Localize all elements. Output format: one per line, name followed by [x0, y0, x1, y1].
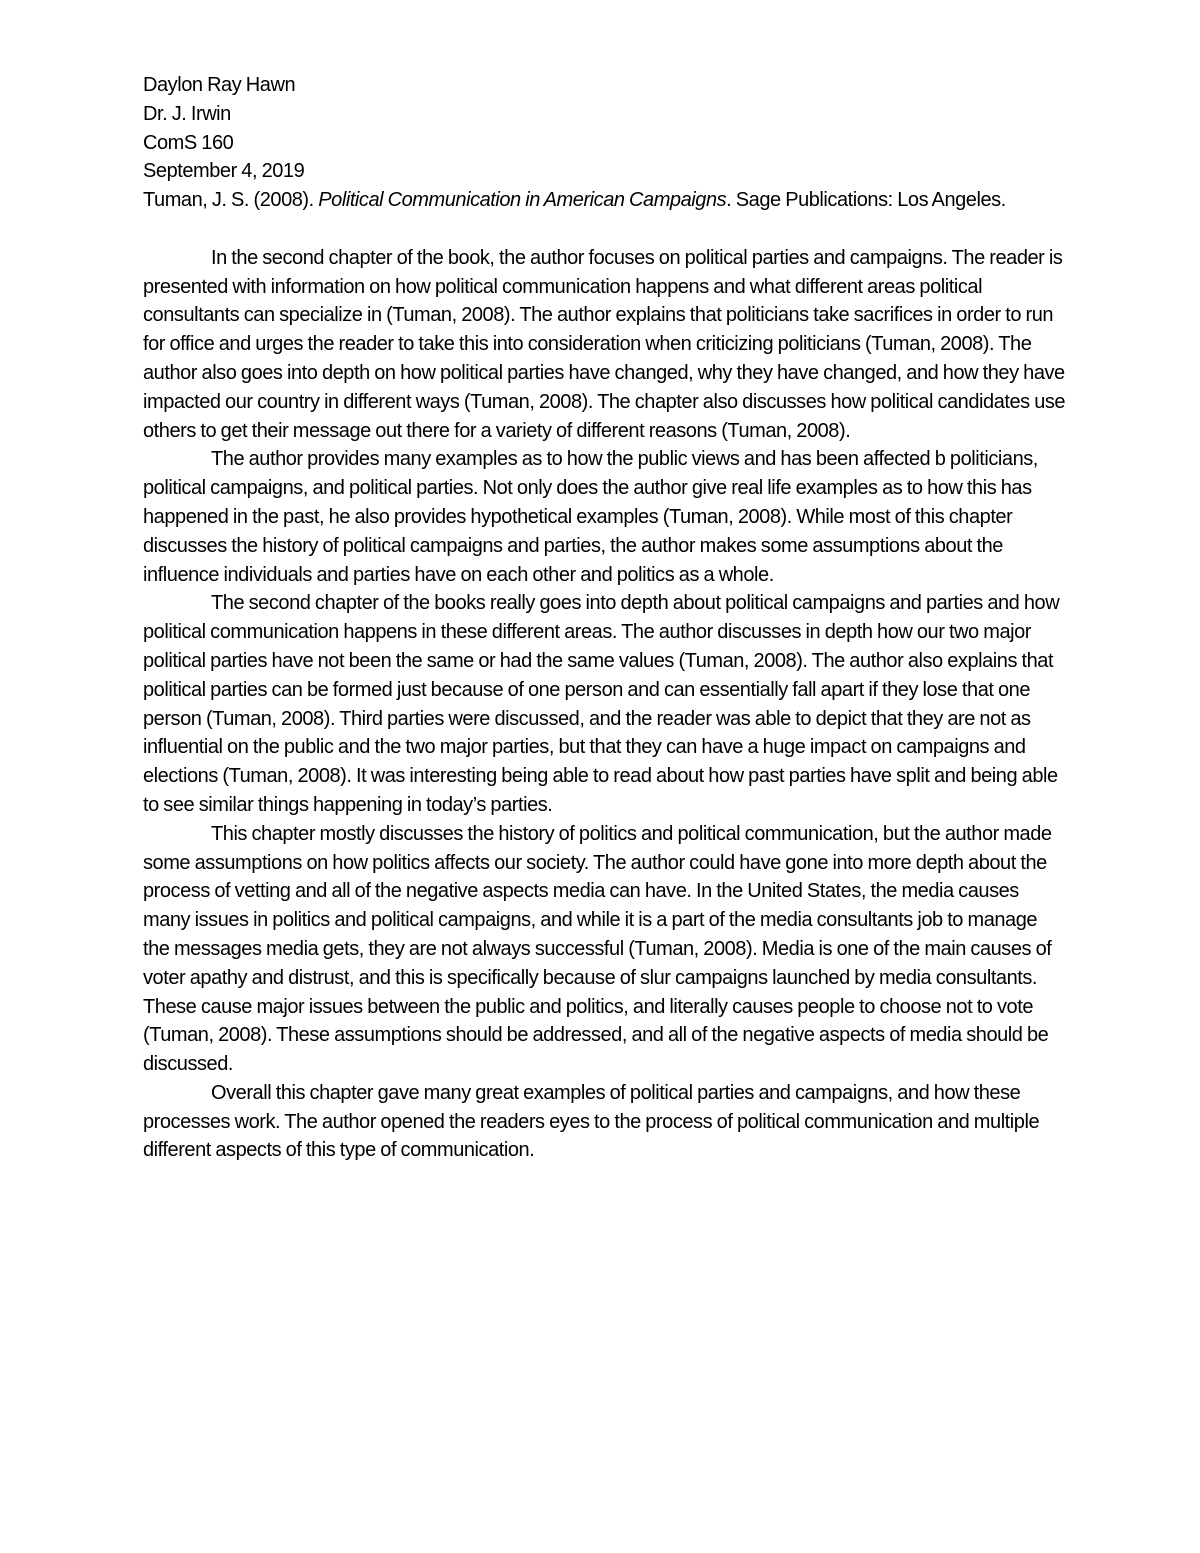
paragraph-2: The author provides many examples as to how the public views and has been affected b politicians, political campaigns, and political parties. Not only does the author give real life examples as to how this has happened in the past, he also provides hypothetical examples (Tuman, 2008). While most of this chapter discusses the history of political campaigns and parties, the author makes some assumptions about the influence individuals and parties have on each other and politics as a whole. [143, 448, 1038, 586]
paragraph-5: Overall this chapter gave many great examples of political parties and campaigns, and how these processes work. The author opened the readers eyes to the process of political communication and multiple different aspects of this type of communication. [143, 1081, 1040, 1162]
document-date: September 4, 2019 [143, 160, 305, 183]
author-name: Daylon Ray Hawn [143, 74, 296, 96]
blank-line [143, 215, 1068, 244]
citation-title: Political Communication in American Campaigns [318, 189, 727, 212]
paragraph-3: The second chapter of the books really goes into depth about political campaigns and parties and how political communication happens in these different areas. The author discusses in depth how our two major political parties have not been the same or had the same values (Tuman, 2008). The author also explains that political parties can be formed just because of one person and can essentially fall apart if they lose that one person (Tuman, 2008). Third parties were discussed, and the reader was able to depict that they are not as influential on the public and the two major parties, but that they can have a huge impact on campaigns and elections (Tuman, 2008). It was interesting being able to read about how past parties have split and being able to see similar things happening in today’s parties. [143, 592, 1060, 816]
instructor-name: Dr. J. Irwin [143, 102, 231, 125]
paragraph-1: In the second chapter of the book, the author focuses on political parties and campaigns. The reader is presented with information on how political communication happens and what different areas political consultants can specialize in (Tuman, 2008). The author explains that politicians take sacrifices in order to run for office and urges the reader to take this into consideration when criticizing politicians (Tuman, 2008). The author also goes into depth on how political parties have changed, why they have changed, and how they have impacted our country in different ways (Tuman, 2008). The chapter also discusses how political candidates use others to get their message out there for a variety of different reasons (Tuman, 2008). [143, 246, 1066, 442]
document-body [143, 71, 1068, 1165]
course-name: ComS 160 [143, 131, 234, 154]
citation-suffix: . Sage Publications: Los Angeles. [726, 189, 1006, 212]
citation-prefix: Tuman, J. S. (2008). [143, 189, 319, 212]
paragraph-4: This chapter mostly discusses the history of politics and political communication, but the author made some assumptions on how politics affects our society. The author could have gone into more depth about the process of vetting and all of the negative aspects media can have. In the United States, the media causes many issues in politics and political campaigns, and while it is a part of the media consultants job to manage the messages media gets, they are not always successful (Tuman, 2008). Media is one of the main causes of voter apathy and distrust, and this is specifically because of slur campaigns launched by media consultants. These cause major issues between the public and politics, and literally causes people to choose not to vote (Tuman, 2008). These assumptions should be addressed, and all of the negative aspects of media should be discussed. [143, 822, 1052, 1076]
reference-citation [143, 186, 1068, 215]
